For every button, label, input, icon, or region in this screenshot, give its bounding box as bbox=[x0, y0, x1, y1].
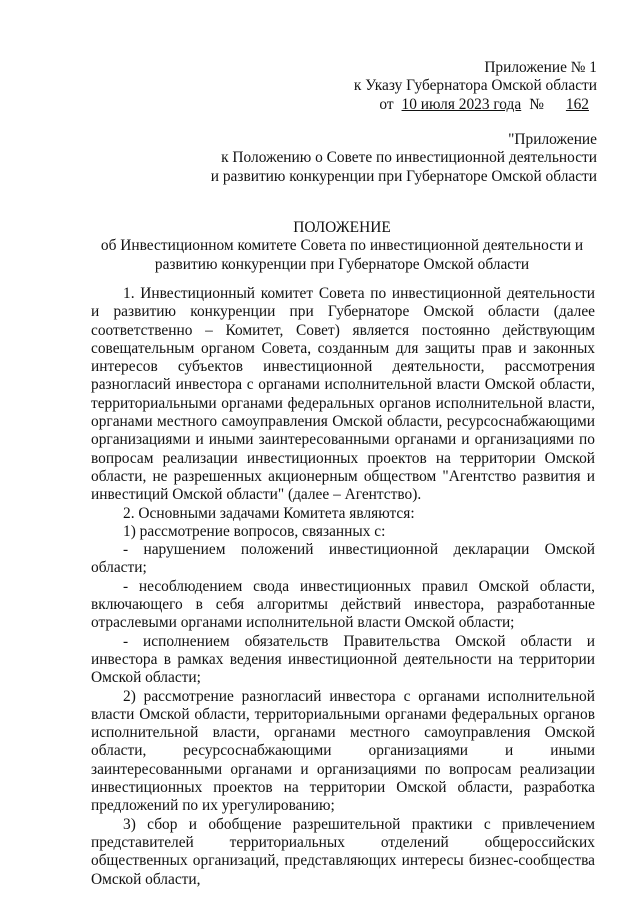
paragraph-5: - несоблюдением свода инвестиционных правил Омской области, включающего в себя алгоритмы действий инвестора, разработанные отраслевыми органами исполнительной власти Омской области; bbox=[91, 577, 595, 632]
document-body bbox=[91, 285, 595, 889]
previous-appendix-ref-1: к Положению о Совете по инвестиционной деятельности bbox=[221, 149, 597, 167]
title-heading: ПОЛОЖЕНИЕ bbox=[293, 219, 391, 236]
paragraph-8: 3) сбор и обобщение разрешительной практики с привлечением представителей территориальных отделений общероссийских общественных организаций, представляющих интересы бизнес-сообщества Омской области, bbox=[91, 815, 595, 888]
paragraph-1: 1. Инвестиционный комитет Совета по инвестиционной деятельности и развитию конкуренции при Губернаторе Омской области (далее соответственно – Комитет, Совет) является постоянно действующим совещательным органом Совета, созданным для защиты прав и законных интересов субъектов инвестиционной деятельности, рассмотрения разногласий инвестора с органами исполнительной власти Омской области, территориальными органами федеральных органов исполнительной власти, органами местного самоуправления Омской области, ресурсоснабжающими организациями и иными заинтересованными органами и организациями по вопросам реализации инвестиционных проектов на территории Омской области, не разрешенных акционерным обществом "Агентство развития и инвестиций Омской области" (далее – Агентство). bbox=[91, 285, 595, 504]
paragraph-2: 2. Основными задачами Комитета являются: bbox=[123, 504, 415, 522]
paragraph-4: - нарушением положений инвестиционной декларации Омской области; bbox=[91, 541, 595, 577]
previous-appendix-header bbox=[211, 131, 597, 186]
paragraph-3: 1) рассмотрение вопросов, связанных с: bbox=[123, 522, 386, 540]
decree-number: 162 bbox=[565, 95, 589, 113]
appendix-header bbox=[354, 59, 597, 114]
appendix-number: Приложение № 1 bbox=[484, 59, 597, 76]
paragraph-6: - исполнением обязательств Правительства Омской области и инвестора в рамках ведения инвестиционной деятельности на территории Омской области; bbox=[91, 632, 595, 687]
date-prefix: от bbox=[379, 95, 394, 113]
appendix-date-line bbox=[354, 96, 597, 114]
title-subtitle-2: развитию конкуренции при Губернаторе Омской области bbox=[154, 255, 530, 273]
title-subtitle-1: об Инвестиционном комитете Совета по инвестиционной деятельности и bbox=[100, 237, 584, 255]
decree-date: 10 июля 2023 года bbox=[401, 95, 522, 113]
number-label: № bbox=[529, 95, 544, 113]
document-title bbox=[95, 219, 589, 274]
paragraph-7: 2) рассмотрение разногласий инвестора с органами исполнительной власти Омской области, территориальными органами федеральных органов исполнительной власти, органами местного самоуправления Омской области, ресурсоснабжающими организациями и иными заинтересованными органами и организациями по вопросам реализации инвестиционных проектов на территории Омской области, разработка предложений по их урегулированию; bbox=[91, 687, 595, 815]
appendix-decree-ref: к Указу Губернатора Омской области bbox=[353, 77, 597, 95]
previous-appendix-ref-2: и развитию конкуренции при Губернаторе Омской области bbox=[210, 167, 597, 185]
previous-appendix-title: "Приложение bbox=[508, 131, 597, 148]
